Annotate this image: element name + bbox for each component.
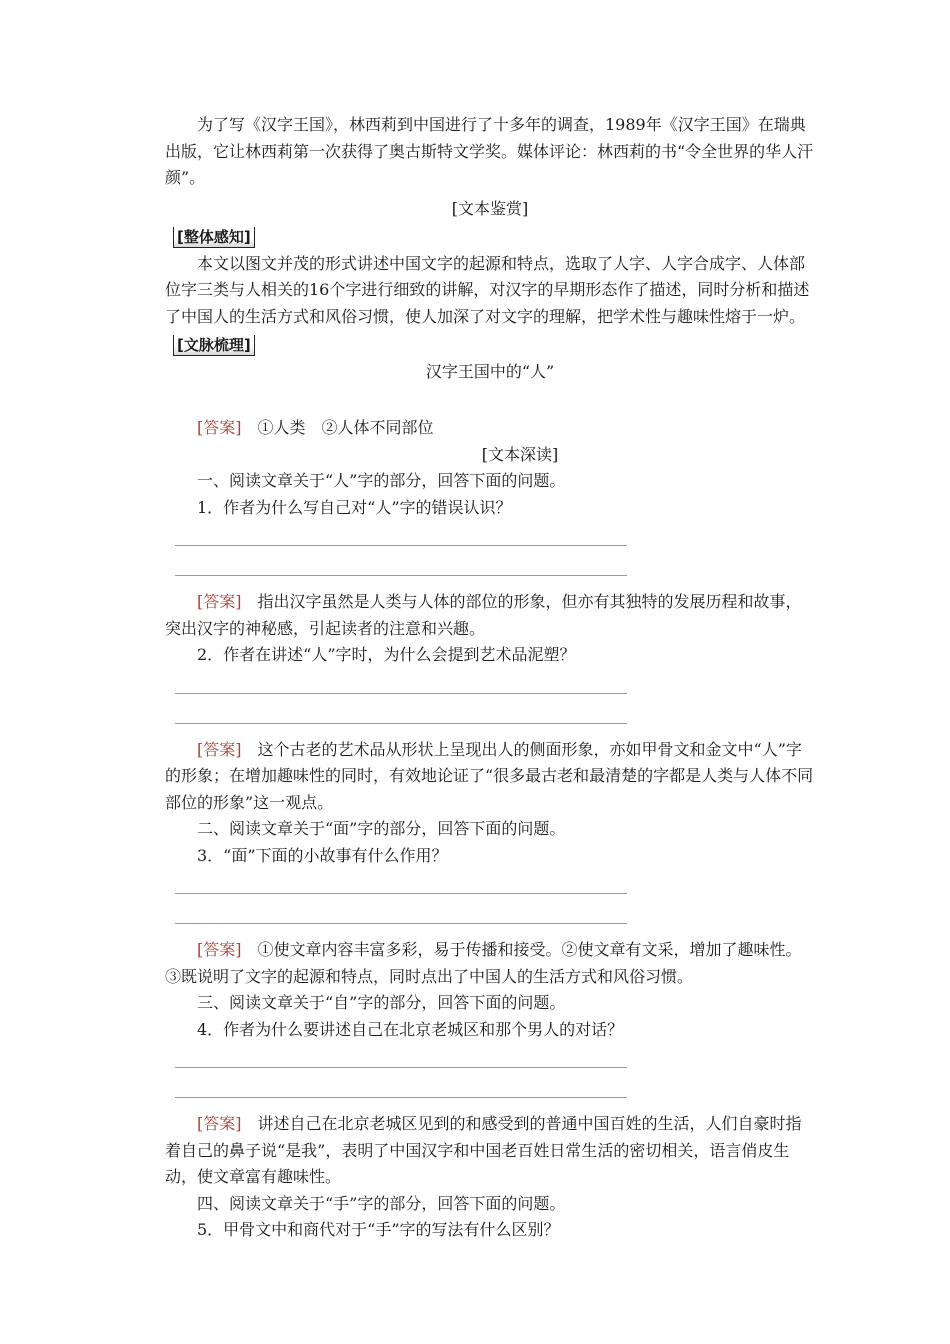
answer-label: [答案]	[197, 592, 242, 611]
answer-text: ①人类 ②人体不同部位	[257, 418, 434, 437]
answer-1	[165, 589, 815, 642]
context-tag: [文脉梳理]	[173, 335, 255, 356]
section-heading-deep: [文本深读]	[481, 444, 559, 464]
answer-line[interactable]	[175, 693, 627, 694]
question-1: 1．作者为什么写自己对“人”字的错误认识？	[197, 497, 512, 517]
overall-tag: [整体感知]	[173, 227, 255, 248]
context-tag-row	[165, 332, 815, 359]
part-heading: 三、阅读文章关于“自”字的部分，回答下面的问题。	[197, 993, 566, 1012]
answer-label: [答案]	[197, 739, 242, 759]
answer-text: 指出汉字虽然是人类与人体的部位的形象，但亦有其独特的发展历程和故事，突出汉字的神秘感，引起读者的注意和兴趣。	[165, 592, 802, 638]
answer-lines-3[interactable]	[175, 869, 815, 931]
question-4: 4．作者为什么要讲述自己在北京老城区和那个男人的对话？	[197, 1019, 624, 1039]
question-2: 2．作者在讲述“人”字时，为什么会提到艺术品泥塑？	[197, 645, 576, 664]
answer-label: [答案]	[197, 1114, 242, 1133]
answer-line[interactable]	[175, 1097, 627, 1098]
answer-lines-2[interactable]	[175, 669, 815, 731]
intro-paragraph: 为了写《汉字王国》，林西莉到中国进行了十多年的调查，1989年《汉字王国》在瑞典出版，它让林西莉第一次获得了奥古斯特文学奖。媒体评论：林西莉的书“令全世界的华人汗颜”。	[165, 115, 814, 187]
answer-text: 讲述自己在北京老城区见到的和感受到的普通中国百姓的生活，人们自豪时指着自己的鼻子说“是我”，表明了中国汉字和中国老百姓日常生活的密切相关，语言俏皮生动，使文章富有趣味性。	[165, 1114, 802, 1186]
answer-line[interactable]	[175, 723, 627, 724]
question-3: 3．“面”下面的小故事有什么作用？	[197, 845, 448, 865]
overall-tag-row	[165, 224, 815, 251]
part-heading: 二、阅读文章关于“面”字的部分，回答下面的问题。	[197, 819, 566, 838]
context-answer	[165, 415, 815, 442]
answer-label: [答案]	[197, 940, 242, 959]
answer-line[interactable]	[175, 893, 627, 894]
overall-paragraph: 本文以图文并茂的形式讲述中国文字的起源和特点，选取了人字、人字合成字、人体部位字三类与人相关的16个字进行细致的讲解，对汉字的早期形态作了描述，同时分析和描述了中国人的生活方式和风俗习惯，使人加深了对文字的理解，把学术性与趣味性熔于一炉。	[165, 253, 810, 326]
answer-label: [答案]	[197, 418, 242, 437]
context-title: 汉字王国中的“人”	[425, 361, 555, 381]
answer-line[interactable]	[175, 1067, 627, 1068]
answer-line[interactable]	[175, 923, 627, 924]
part-heading: 四、阅读文章关于“手”字的部分，回答下面的问题。	[197, 1193, 566, 1213]
answer-3	[165, 937, 815, 990]
answer-text: ①使文章内容丰富多彩，易于传播和接受。②使文章有文采，增加了趣味性。③既说明了文字的起源和特点，同时点出了中国人的生活方式和风俗习惯。	[165, 940, 802, 986]
answer-line[interactable]	[175, 575, 627, 576]
answer-2	[165, 737, 815, 817]
document-page	[165, 112, 815, 1244]
section-heading-appreciation: [文本鉴赏]	[451, 198, 529, 218]
part-heading: 一、阅读文章关于“人”字的部分，回答下面的问题。	[197, 471, 566, 490]
answer-line[interactable]	[175, 545, 627, 546]
question-5: 5．甲骨文中和商代对于“手”字的写法有什么区别？	[197, 1220, 560, 1239]
answer-text: 这个古老的艺术品从形状上呈现出人的侧面形象，亦如甲骨文和金文中“人”字的形象；在增加趣味性的同时，有效地论证了“很多最古老和最清楚的字都是人类与人体不同部位的形象”这一观点。	[165, 739, 814, 812]
answer-4	[165, 1111, 815, 1191]
answer-lines-1[interactable]	[175, 521, 815, 583]
answer-lines-4[interactable]	[175, 1043, 815, 1105]
